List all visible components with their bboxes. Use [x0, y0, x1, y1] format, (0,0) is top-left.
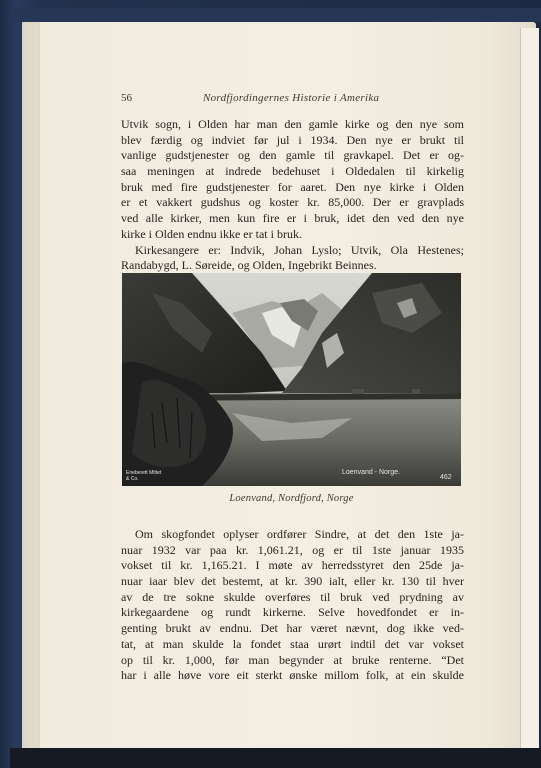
page-number: 56 [121, 92, 132, 104]
fjord-photograph [122, 273, 461, 486]
running-title: Nordfjordingernes Historie i Amerika [203, 92, 380, 104]
text-line: vanlige gudstjenester og den gamle til gravkapel. Det er og- [121, 148, 464, 163]
text-line: Utvik sogn, i Olden har man den gamle kirke og den nye som [121, 117, 464, 131]
text-line: genting brukt av endnu. Det har været nævnt, dog ikke ved- [121, 621, 464, 636]
text-line: av de tre sokne skulde overføres til bruk ved prydning av [121, 589, 464, 604]
text-line: saa meningen at indrede bedehuset i Oldedalen til kirkelig [121, 164, 464, 179]
body-text-bottom [121, 527, 464, 684]
text-line: ved alle kirker, men kun fire er i bruk, idet den ved den nye [121, 211, 464, 226]
page-leaves [22, 22, 40, 750]
text-line: vokset til kr. 1,165.21. I møte av herredsstyret den 25de ja- [121, 558, 464, 573]
text-line: bruk med fire gudstjenester for aaret. Den nye kirke i Olden [121, 179, 464, 194]
body-text-top [121, 117, 464, 274]
facing-page-edge [520, 28, 539, 748]
text-line: nuar iaar blev det bestemt, at kr. 390 ialt, eller kr. 130 til hver [121, 574, 464, 589]
text-line: kirke i Olden endnu ikke er tat i bruk. [121, 226, 302, 241]
text-line: har i alle høve vore eit sterkt ønske millom folk, at ein skulde [121, 668, 464, 683]
text-line: Randabygd, L. Søreide, og Olden, Ingebrikt Beinnes. [121, 258, 377, 273]
text-line: Kirkesangere er: Indvik, Johan Lyslo; Utvik, Ola Hestenes; [135, 242, 464, 257]
text-line: kirkegaardene og rundt kirkerne. Selve hovedfondet er in- [121, 605, 464, 620]
cover-edge [10, 8, 541, 22]
bottom-shadow [10, 748, 541, 768]
text-line: tat, at man skulde la fondet staa urørt indtil det var vokset [121, 636, 464, 651]
text-line: blev færdig og indviet før jul i 1934. Den nye er brukt til [121, 132, 464, 147]
photo-publisher-mark: Eneberett Mittet & Co. [126, 470, 162, 482]
text-line: nuar 1932 var paa kr. 1,061.21, og er til 1ste januar 1935 [121, 542, 464, 557]
photo-number: 462 [440, 474, 452, 481]
photo-inscription: Loenvand - Norge. [342, 469, 400, 476]
text-line: Om skogfondet oplyser ordfører Sindre, at det den 1ste ja- [135, 527, 464, 541]
text-line: op til kr. 1,000, før man begynder at bruke renterne. “Det [121, 652, 464, 667]
text-line: er et vakkert gudshus og koster kr. 85,000. Der er gravplads [121, 195, 464, 210]
fjord-landscape-image [122, 273, 461, 486]
running-head [121, 92, 461, 106]
photo-caption: Loenvand, Nordfjord, Norge [229, 493, 354, 504]
